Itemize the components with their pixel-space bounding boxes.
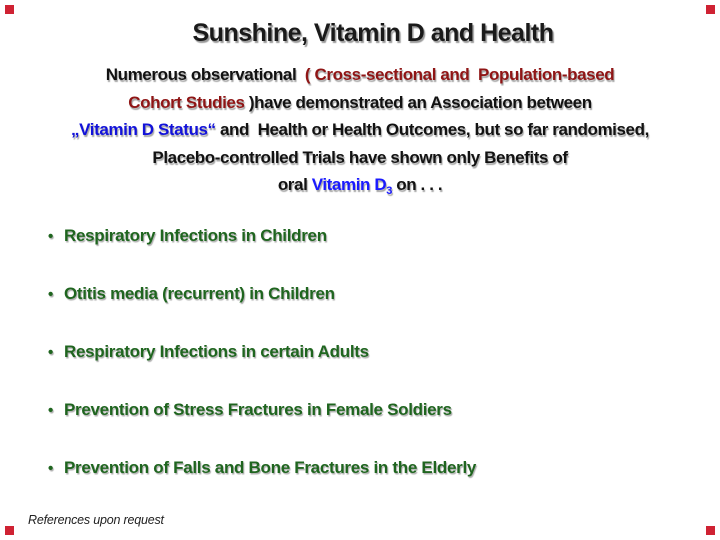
intro-segment: Numerous observational [105, 65, 305, 84]
intro-segment-subscript: 3 [386, 185, 392, 197]
corner-mark-bottom-right [706, 526, 715, 535]
bullet-item [48, 341, 720, 363]
bullet-text: Otitis media (recurrent) in Children [64, 283, 335, 303]
bullet-text: Prevention of Falls and Bone Fractures in the Elderly [64, 457, 477, 477]
intro-segment: )have demonstrated an Association between [248, 92, 592, 112]
bullet-text: Respiratory Infections in certain Adults [64, 341, 369, 361]
intro-segment: Vitamin D [311, 175, 387, 194]
bullet-item [48, 283, 720, 305]
intro-segment: Cohort Studies [128, 92, 249, 112]
intro-line [0, 171, 720, 206]
intro-segment: oral [277, 175, 312, 194]
corner-mark-bottom-left [5, 526, 14, 535]
bullet-marker: • [48, 401, 53, 419]
bullet-item [48, 399, 720, 421]
bullet-marker: • [48, 459, 53, 477]
footer-note: References upon request [28, 513, 164, 527]
intro-segment: ( Cross-sectional and Population-based [304, 65, 615, 84]
bullet-item [48, 225, 720, 247]
intro-line [0, 116, 720, 144]
bullet-item [48, 457, 720, 479]
bullet-marker: • [48, 343, 53, 361]
bullet-marker: • [48, 285, 53, 303]
intro-segment: „Vitamin D Status“ [71, 120, 216, 139]
slide-title: Sunshine, Vitamin D and Health [192, 19, 554, 47]
intro-line [0, 144, 720, 172]
intro-paragraph [0, 61, 720, 206]
bullet-list [0, 225, 720, 479]
intro-line [0, 89, 720, 117]
bullet-marker: • [48, 227, 53, 245]
intro-segment: on . . . [391, 175, 443, 194]
bullet-text: Respiratory Infections in Children [64, 225, 327, 245]
intro-segment: Placebo-controlled Trials have shown only Benefits of [152, 147, 568, 167]
intro-segment: and Health or Health Outcomes, but so far randomised, [215, 120, 649, 139]
intro-line [0, 61, 720, 89]
bullet-text: Prevention of Stress Fractures in Female Soldiers [64, 399, 452, 419]
